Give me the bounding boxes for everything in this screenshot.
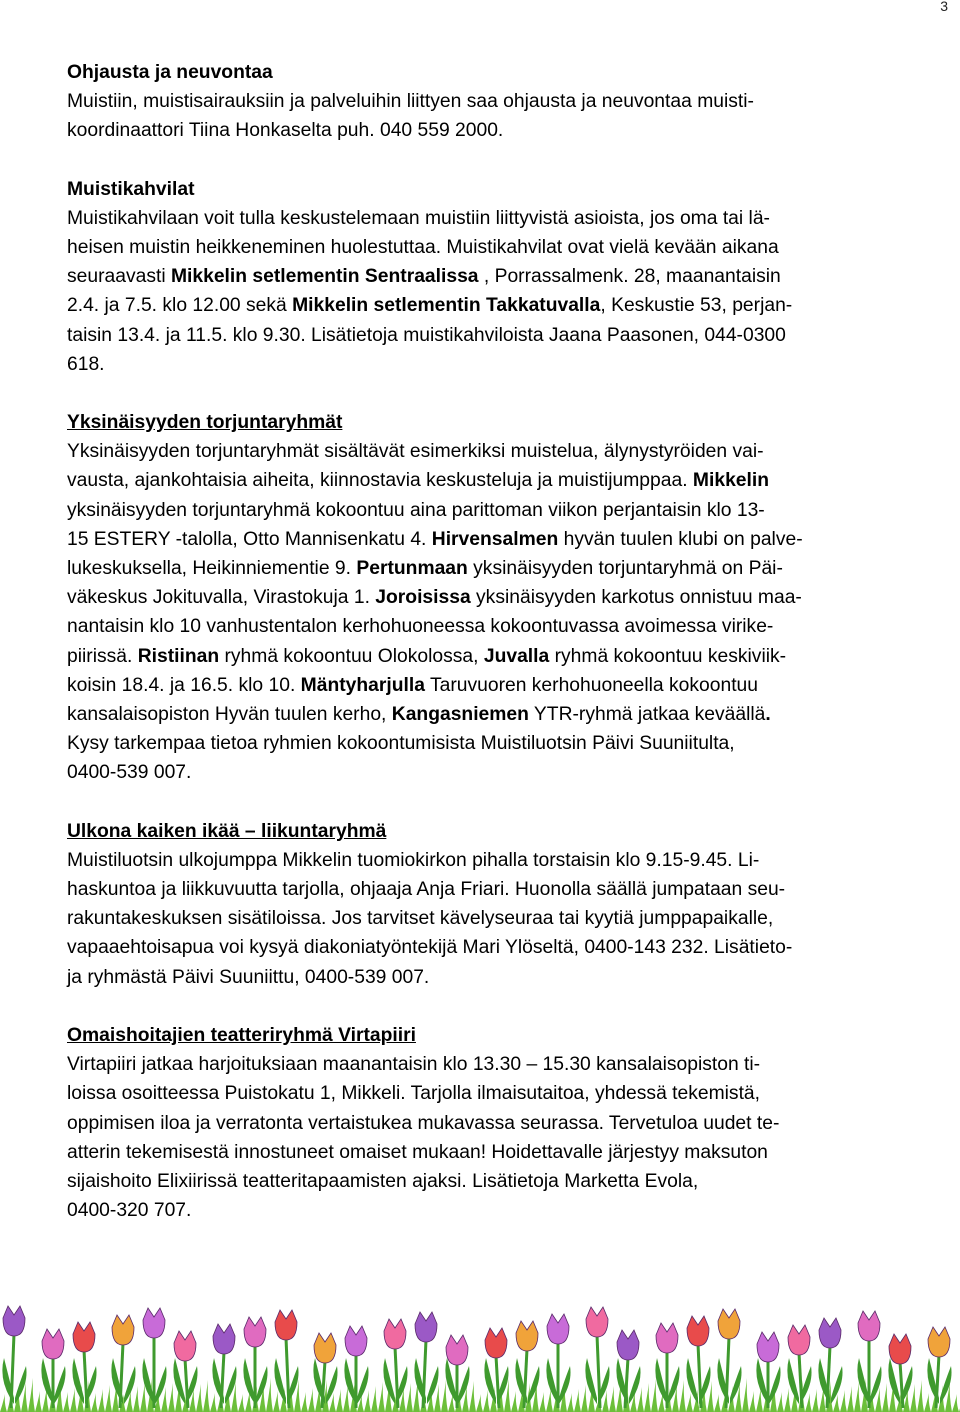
text-run: ja ryhmästä Päivi Suuniittu, 0400-539 007.	[67, 966, 430, 988]
section-gap	[67, 992, 903, 1021]
tulip-flower	[547, 1314, 569, 1344]
tulip-flower	[718, 1309, 740, 1339]
tulip-flower	[3, 1306, 25, 1336]
grass-blade	[378, 1382, 385, 1412]
grass-blade	[301, 1392, 308, 1412]
text-line	[67, 1167, 903, 1196]
text-line	[67, 204, 903, 233]
grass-blade	[133, 1386, 140, 1412]
tulip-leaf	[326, 1366, 338, 1404]
text-line	[67, 321, 903, 350]
tulip-flower	[143, 1308, 165, 1338]
text-run: taisin 13.4. ja 11.5. klo 9.30. Lisätietoja muistikahviloista Jaana Paasonen, 044-0300	[67, 324, 786, 346]
tulip-flower	[415, 1312, 437, 1342]
text-run: 0400-320 707.	[67, 1200, 192, 1222]
text-run: seuraavasti	[67, 266, 171, 288]
section-heading: Yksinäisyyden torjuntaryhmät	[67, 412, 343, 434]
text-run: ryhmä kokoontuu keskiviik-	[549, 645, 787, 667]
text-line	[67, 642, 903, 671]
tulip-flower	[757, 1332, 779, 1362]
text-run: väkeskus Jokituvalla, Virastokuja 1.	[67, 587, 376, 609]
text-run: yksinäisyyden karkotus onnistuu maa-	[470, 587, 802, 609]
text-run: piirissä.	[67, 645, 138, 667]
tulip-flower	[314, 1333, 336, 1363]
text-run: yksinäisyyden torjuntaryhmä kokoontuu aina parittoman viikon perjantaisin klo 13-	[67, 499, 765, 521]
grass-blade	[70, 1388, 77, 1412]
tulip-leaf	[756, 1358, 768, 1404]
section-gap	[67, 146, 903, 175]
text-line	[67, 875, 903, 904]
grass-blade	[910, 1384, 917, 1412]
tulip-flower	[73, 1322, 95, 1352]
grass-blade	[91, 1393, 98, 1412]
grass-blade	[98, 1389, 105, 1412]
tulip-flower	[275, 1310, 297, 1340]
text-line	[67, 233, 903, 262]
bold-text: Mikkelin setlementin Takkatuvalla	[292, 295, 601, 317]
grass-blade	[35, 1391, 42, 1412]
text-run: loissa osoitteessa Puistokatu 1, Mikkeli. Tarjolla ilmaisutaitoa, yhdessä tekemistä,	[67, 1083, 761, 1105]
tulip-flower	[174, 1331, 196, 1361]
tulip-flower	[858, 1311, 880, 1341]
bold-text: Joroisissa	[375, 587, 471, 609]
grass-blade	[812, 1389, 819, 1412]
text-run: , Porrassalmenk. 28, maanantaisin	[478, 266, 781, 288]
grass-blade	[749, 1391, 756, 1412]
section-gap	[67, 788, 903, 817]
grass-blade	[882, 1383, 889, 1412]
grass-blade	[539, 1392, 546, 1412]
tulip-border-illustration	[0, 1286, 960, 1412]
grass-blade	[644, 1383, 651, 1412]
tulip-flower	[819, 1318, 841, 1348]
tulip-leaf	[484, 1358, 496, 1404]
text-line	[67, 437, 903, 466]
bold-text: Juvalla	[483, 645, 550, 667]
tulip-flower	[516, 1321, 538, 1351]
tulip-flower	[446, 1335, 468, 1365]
bold-text: Pertunmaan	[356, 558, 468, 580]
tulip-flower	[928, 1327, 950, 1357]
grass-blade	[483, 1390, 490, 1412]
text-line	[67, 612, 903, 641]
text-run: vausta, ajankohtaisia aiheita, kiinnostavia keskusteluja ja muistijumppaa.	[67, 470, 693, 492]
tulip-flower	[687, 1316, 709, 1346]
grass-blade	[924, 1393, 931, 1412]
text-run: atterin tekemisestä innostuneet omaiset mukaan! Hoidettavalle järjestyy maksuton	[67, 1141, 768, 1163]
text-run: Kysy tarkempaa tietoa ryhmien kokoontumisista Muistiluotsin Päivi Suuniitulta,	[67, 733, 735, 755]
grass-blade	[364, 1390, 371, 1412]
text-line	[67, 1079, 903, 1108]
tulip-leaf	[274, 1358, 286, 1404]
text-line	[67, 904, 903, 933]
grass-blade	[581, 1385, 588, 1412]
grass-blade	[273, 1391, 280, 1412]
bold-text: Kangasniemen	[391, 704, 529, 726]
grass-blade	[840, 1390, 847, 1412]
section-gap	[67, 379, 903, 408]
grass-blade	[441, 1380, 448, 1412]
text-run: heisen muistin heikkeneminen huolestuttaa. Muistikahvilat ovat vielä kevään aikana	[67, 237, 779, 259]
section	[67, 817, 903, 992]
grass-blade	[371, 1386, 378, 1412]
grass-blade	[854, 1382, 861, 1412]
grass-blade	[210, 1393, 217, 1412]
grass-blade	[406, 1383, 413, 1412]
grass-blade	[196, 1384, 203, 1412]
tulip-leaf	[787, 1358, 799, 1404]
text-line	[67, 350, 903, 379]
text-run: nantaisin klo 10 vanhustentalon kerhohuoneessa kokoontuvassa avoimessa virike-	[67, 616, 774, 638]
tulip-leaf	[831, 1366, 843, 1404]
grass-blade	[917, 1380, 924, 1412]
grass-blade	[336, 1389, 343, 1412]
grass-blade	[28, 1378, 35, 1412]
text-line	[67, 1050, 903, 1079]
text-line	[67, 496, 903, 525]
text-run: Muistikahvilaan voit tulla keskustelemaan muistiin liittyvistä asioista, jos oma tai lä-	[67, 207, 770, 229]
text-line	[67, 758, 903, 787]
tulip-leaf	[686, 1358, 698, 1404]
tulip-flower	[656, 1323, 678, 1353]
text-run: 618.	[67, 353, 105, 375]
grass-blade	[805, 1393, 812, 1412]
text-run: sijaishoito Elixiirissä teatteritapaamisten ajaksi. Lisätietoja Marketta Evola,	[67, 1170, 699, 1192]
grass-blade	[784, 1388, 791, 1412]
tulip-leaf	[857, 1358, 869, 1404]
text-run: yksinäisyyden torjuntaryhmä on Päi-	[467, 558, 783, 580]
text-run: 2.4. ja 7.5. klo 12.00 sekä	[67, 295, 293, 317]
text-line	[67, 1196, 903, 1225]
tulip-leaf	[546, 1358, 558, 1404]
text-run: Taruvuoren kerhohuoneella kokoontuu	[424, 674, 758, 696]
tulip-flower	[788, 1325, 810, 1355]
text-run: Yksinäisyyden torjuntaryhmät sisältävät esimerkiksi muistelua, älynystyröiden vai-	[67, 441, 764, 463]
section	[67, 1021, 903, 1225]
grass-blade	[266, 1378, 273, 1412]
grass-blade	[567, 1393, 574, 1412]
tulip-flower	[586, 1307, 608, 1337]
text-line	[67, 1109, 903, 1138]
tulip-flower	[889, 1334, 911, 1364]
text-run: koisin 18.4. ja 16.5. klo 10.	[67, 674, 301, 696]
section-heading: Omaishoitajien teatteriryhmä Virtapiiri	[67, 1024, 416, 1046]
section-heading: Muistikahvilat	[67, 178, 195, 200]
text-line	[67, 933, 903, 962]
text-run: YTR-ryhmä jatkaa keväällä	[528, 704, 766, 726]
section	[67, 175, 903, 379]
text-run: oppimisen iloa ja verratonta vertaistukea mukavassa seurassa. Tervetuloa uudet te-	[67, 1112, 780, 1134]
bold-text: Mäntyharjulla	[300, 674, 425, 696]
page-number: 3	[940, 0, 948, 14]
tulip-flower	[244, 1317, 266, 1347]
grass-blade	[686, 1393, 693, 1412]
grass-blade	[63, 1392, 70, 1412]
tulip-flower	[384, 1319, 406, 1349]
bold-text: Ristiinan	[137, 645, 220, 667]
text-line	[67, 466, 903, 495]
bold-text: Mikkelin setlementin Sentraalissa	[170, 266, 479, 288]
section	[67, 408, 903, 788]
tulip-flower	[617, 1330, 639, 1360]
grass-blade	[105, 1385, 112, 1412]
grass-blade	[203, 1380, 210, 1412]
text-line	[67, 700, 903, 729]
text-line	[67, 583, 903, 612]
tulip-flower	[42, 1329, 64, 1359]
grass-blade	[476, 1394, 483, 1412]
text-run: , Keskustie 53, perjan-	[600, 295, 793, 317]
text-run: rakuntakeskuksen sisätiloissa. Jos tarvitset kävelyseuraa tai kyytiä jumppapaikalle,	[67, 908, 774, 930]
grass-blade	[238, 1394, 245, 1412]
text-line	[67, 291, 903, 320]
text-run: ryhmä kokoontuu Olokolossa,	[219, 645, 484, 667]
grass-blade	[609, 1386, 616, 1412]
grass-blade	[511, 1391, 518, 1412]
text-line	[67, 846, 903, 875]
section-heading: Ulkona kaiken ikää – liikuntaryhmä	[67, 820, 387, 842]
text-line	[67, 1138, 903, 1167]
text-run: Muistiin, muistisairauksiin ja palveluihin liittyen saa ohjausta ja neuvontaa muisti-	[67, 91, 754, 113]
text-run: lukeskuksella, Heikinniementie 9.	[67, 558, 357, 580]
bold-text: Mikkelin	[692, 470, 770, 492]
grass-blade	[847, 1386, 854, 1412]
grass-blade	[714, 1394, 721, 1412]
text-run: Virtapiiri jatkaa harjoituksiaan maanantaisin klo 13.30 – 15.30 kansalaisopiston ti-	[67, 1054, 761, 1076]
tulip-flower	[112, 1315, 134, 1345]
bold-text: .	[765, 704, 771, 726]
grass-blade	[777, 1392, 784, 1412]
grass-blade	[742, 1378, 749, 1412]
tulip-flower	[213, 1324, 235, 1354]
text-line	[67, 116, 903, 145]
text-line	[67, 729, 903, 758]
section	[67, 58, 903, 146]
text-run: hyvän tuulen klubi on palve-	[558, 528, 803, 550]
tulip-leaf	[458, 1366, 470, 1404]
text-run: kansalaisopiston Hyvän tuulen kerho,	[67, 704, 392, 726]
grass-blade	[679, 1380, 686, 1412]
document-body	[67, 58, 903, 1225]
tulip-leaf	[888, 1358, 900, 1404]
text-line	[67, 963, 903, 992]
text-run: 15 ESTERY -talolla, Otto Mannisenkatu 4.	[67, 528, 432, 550]
tulip-flower	[345, 1326, 367, 1356]
text-run: 0400-539 007.	[67, 762, 192, 784]
text-line	[67, 87, 903, 116]
text-run: koordinaattori Tiina Honkaselta puh. 040 559 2000.	[67, 120, 504, 142]
grass-blade	[168, 1383, 175, 1412]
text-line	[67, 262, 903, 291]
grass-blade	[469, 1381, 476, 1412]
tulip-leaf	[655, 1358, 667, 1404]
grass-blade	[952, 1394, 959, 1412]
text-run: vapaaehtoisapua voi kysyä diakoniatyöntekijä Mari Ylöseltä, 0400-143 232. Lisätieto-	[67, 937, 793, 959]
grass-blade	[651, 1379, 658, 1412]
tulip-flower	[485, 1328, 507, 1358]
text-line	[67, 525, 903, 554]
text-run: haskuntoa ja liikkuvuutta tarjolla, ohjaaja Anja Friari. Huonolla säällä jumpataan seu-	[67, 879, 786, 901]
bold-text: Hirvensalmen	[431, 528, 559, 550]
grass-blade	[0, 1394, 7, 1412]
text-line	[67, 671, 903, 700]
text-line	[67, 554, 903, 583]
grass-blade	[637, 1387, 644, 1412]
tulip-leaf	[357, 1366, 369, 1404]
section-heading: Ohjausta ja neuvontaa	[67, 62, 273, 83]
tulip-leaf	[41, 1358, 53, 1404]
tulip-leaf	[668, 1366, 680, 1404]
grass-blade	[574, 1389, 581, 1412]
text-run: Muistiluotsin ulkojumppa Mikkelin tuomiokirkon pihalla torstaisin klo 9.15-9.45. Li-	[67, 849, 760, 871]
grass-blade	[308, 1388, 315, 1412]
